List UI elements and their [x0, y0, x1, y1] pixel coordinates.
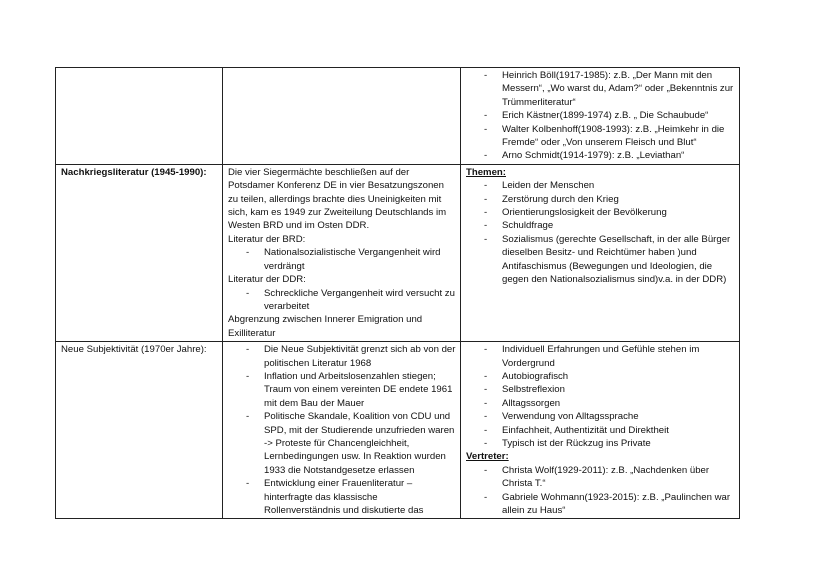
list-item: - Schuldfrage	[466, 219, 735, 232]
context-paragraph: Die vier Siegermächte beschließen auf der Potsdamer Konferenz DE in vier Besatzungszonen zu teilen, allerdings brachte dies Uneinigkeiten mit sich, kam es 1949 zur Zweiteilung Deutschlands im Westen BRD und im Osten DDR.	[228, 166, 447, 232]
features-cell	[461, 68, 740, 165]
context-label: Literatur der BRD:	[228, 233, 306, 245]
list-item: - Heinrich Böll(1917-1985): z.B. „Der Mann mit den Messern“, „Wo warst du, Adam?“ oder „Bekenntnis zur Trümmerliteratur“	[466, 69, 735, 109]
list-item: - Orientierungslosigkeit der Bevölkerung	[466, 206, 735, 219]
section-label: Vertreter:	[466, 451, 509, 463]
context-paragraph: Abgrenzung zwischen Innerer Emigration und Exilliteratur	[228, 314, 423, 339]
list-item: - Individuell Erfahrungen und Gefühle stehen im Vordergrund	[466, 343, 735, 370]
author-list	[466, 464, 735, 518]
table-row	[56, 342, 740, 519]
list-item: - Entwicklung einer Frauenliteratur – hinterfragte das klassische Rollenverständnis und diskutierte das	[228, 477, 456, 517]
context-cell	[223, 164, 461, 341]
epoch-cell	[56, 342, 223, 519]
list-item: - Nationalsozialistische Vergangenheit wird verdrängt	[228, 246, 456, 273]
context-cell	[223, 342, 461, 519]
list-item: - Autobiografisch	[466, 370, 735, 383]
context-label: Literatur der DDR:	[228, 274, 306, 286]
list-item: - Walter Kolbenhoff(1908-1993): z.B. „Heimkehr in die Fremde“ oder „Von unserem Fleisch und Blut“	[466, 123, 735, 150]
list-item: - Die Neue Subjektivität grenzt sich ab von der politischen Literatur 1968	[228, 343, 456, 370]
list-item: - Politische Skandale, Koalition von CDU und SPD, mit der Studierende unzufrieden waren -> Proteste für Chancengleichheit, Lernbedingungen usw. In Reaktion wurden 1933 die Notstandgesetze erlassen	[228, 410, 456, 477]
context-cell	[223, 68, 461, 165]
list-item: - Arno Schmidt(1914-1979): z.B. „Leviathan“	[466, 149, 735, 162]
author-list	[466, 69, 735, 163]
ddr-list	[228, 287, 456, 314]
epoch-cell	[56, 68, 223, 165]
features-list	[466, 343, 735, 450]
features-cell	[461, 164, 740, 341]
list-item: - Zerstörung durch den Krieg	[466, 193, 735, 206]
list-item: - Alltagssorgen	[466, 397, 735, 410]
list-item: - Einfachheit, Authentizität und Direktheit	[466, 424, 735, 437]
list-item: - Schreckliche Vergangenheit wird versucht zu verarbeitet	[228, 287, 456, 314]
table-row	[56, 164, 740, 341]
epoch-title: Neue Subjektivität (1970er Jahre):	[61, 344, 207, 356]
list-item: - Erich Kästner(1899-1974) z.B. „ Die Schaubude“	[466, 109, 735, 122]
list-item: - Typisch ist der Rückzug ins Private	[466, 437, 735, 450]
brd-list	[228, 246, 456, 273]
list-item: - Sozialismus (gerechte Gesellschaft, in der alle Bürger dieselben Besitz- und Reichtümer haben )und Antifaschismus (Bewegungen und Ideologien, die gegen den Nationalsozialismus sind)v.a. in der DDR)	[466, 233, 735, 287]
literature-table	[55, 67, 740, 519]
list-item: - Verwendung von Alltagssprache	[466, 410, 735, 423]
list-item: - Leiden der Menschen	[466, 179, 735, 192]
list-item: - Inflation und Arbeitslosenzahlen stiegen; Traum von einem vereinten DE endete 1961 mit dem Bau der Mauer	[228, 370, 456, 410]
table-row	[56, 68, 740, 165]
list-item: - Christa Wolf(1929-2011): z.B. „Nachdenken über Christa T.“	[466, 464, 735, 491]
themes-list	[466, 179, 735, 286]
section-label: Themen:	[466, 166, 506, 178]
epoch-title: Nachkriegsliteratur (1945-1990):	[61, 166, 207, 178]
features-cell	[461, 342, 740, 519]
list-item: - Selbstreflexion	[466, 383, 735, 396]
epoch-cell	[56, 164, 223, 341]
list-item: - Gabriele Wohmann(1923-2015): z.B. „Paulinchen war allein zu Haus“	[466, 491, 735, 518]
context-list	[228, 343, 456, 517]
